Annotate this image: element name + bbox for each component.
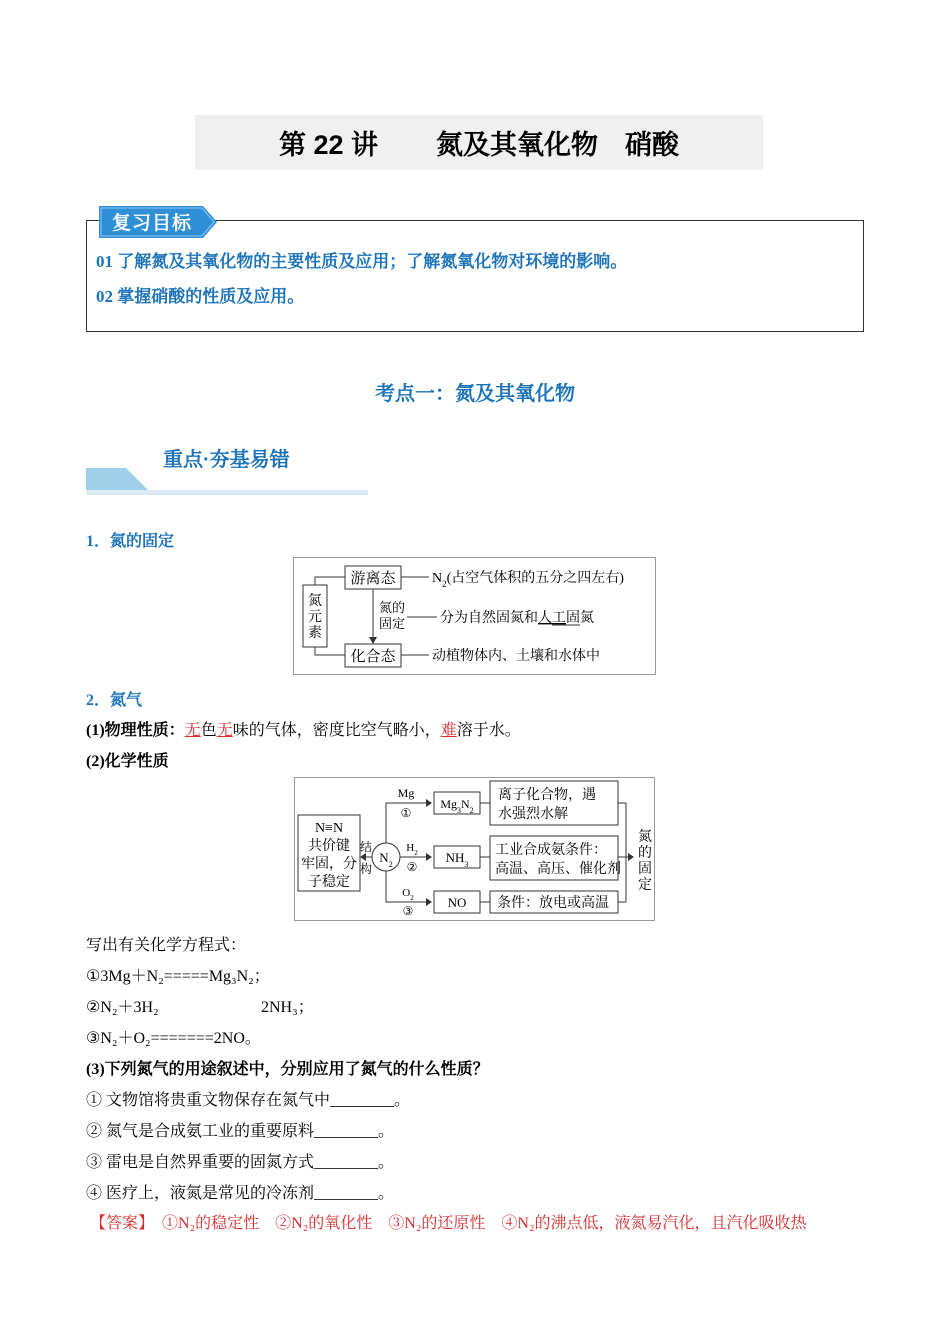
structure-line-4: 子稳定 (308, 875, 350, 890)
page-title (195, 115, 763, 170)
answer-line: 【答案】 ①N₂的稳定性 ②N₂的氧化性 ③N₂的还原性 ④N₂的沸点低，液氮易汽化，且汽化吸收热 (90, 1215, 807, 1232)
combined-state-label: 化合态 (350, 649, 396, 665)
equation-intro: 写出有关化学方程式： (86, 937, 247, 954)
section-title: 考点一：氮及其氧化物 (375, 383, 575, 405)
goal-item-2: 02 掌握硝酸的性质及应用。 (96, 287, 305, 306)
equation-2-left: ②N₂＋3H₂ (86, 999, 159, 1016)
equation-2-right: 2NH₃； (261, 999, 314, 1016)
chemical-properties-label: (2)化学性质 (86, 753, 169, 770)
reagent-mg: Mg (397, 786, 415, 800)
heading-nitrogen-fixation: 1．氮的固定 (86, 533, 175, 550)
title-topic: 氮及其氧化物 硝酸 (436, 130, 680, 160)
structure-line-3: 牢固，分 (301, 857, 357, 872)
free-state-desc: $N_2$(占空气体积的五分之四左右) (432, 571, 624, 589)
nh3-desc-2: 高温、高压、催化剂 (495, 862, 621, 877)
no-desc: 条件：放电或高温 (497, 896, 609, 911)
subtitle: 重点·夯基易错 (163, 449, 290, 471)
reagent-o2: $O_2$ (402, 887, 414, 902)
structure-line-1: N≡N (314, 821, 344, 836)
element-label-3: 素 (308, 626, 322, 641)
answer-fill-colorless: 无 (184, 722, 201, 739)
fixation-right-1: 氮 (638, 830, 652, 845)
heading-nitrogen-gas: 2．氮气 (86, 692, 143, 709)
center-n2: $N_2$ (379, 850, 393, 869)
nh3-desc-1: 工业合成氨条件： (495, 843, 607, 858)
product-mg3n2: $Mg_3N_2$ (440, 797, 474, 815)
physical-properties-label: (1)物理性质： (86, 722, 185, 739)
element-label-1: 氮 (308, 594, 322, 609)
reaction-num-2: ② (406, 860, 418, 874)
reaction-num-3: ③ (402, 904, 414, 918)
product-nh3: $NH_3$ (445, 850, 469, 869)
equation-1: ①3Mg＋N₂=====Mg₃N₂； (86, 968, 270, 985)
question-3-item-4: ④ 医疗上，液氮是常见的冷冻剂________。 (86, 1185, 395, 1202)
physical-text-3: 溶于水。 (456, 722, 521, 739)
mg3n2-desc-2: 水强烈水解 (498, 807, 568, 822)
answer-fill-odorless: 无 (216, 722, 233, 739)
goal-item-1: 01 了解氮及其氧化物的主要性质及应用；了解氮氧化物对环境的影响。 (96, 252, 628, 271)
structure-label-2: 构 (360, 862, 373, 876)
product-no: NO (447, 895, 467, 910)
fixation-label-2: 固定 (379, 616, 406, 631)
combined-state-desc: 动植物体内、土壤和水体中 (432, 649, 600, 664)
fixation-desc: 分为自然固氮和人工固氮 (440, 611, 594, 626)
question-3-item-2: ② 氮气是合成氨工业的重要原料________。 (86, 1123, 395, 1140)
nitrogen-fixation-diagram (293, 557, 656, 675)
physical-text-2: 味的气体，密度比空气略小， (232, 722, 441, 739)
free-state-label: 游离态 (350, 571, 396, 587)
equation-3: ③N₂＋O₂=======2NO。 (86, 1030, 261, 1047)
reagent-h2: $H_2$ (406, 842, 418, 857)
structure-label-1: 结 (360, 840, 373, 854)
title-lecture-number: 第 22 讲 (278, 130, 379, 160)
fixation-label-1: 氮的 (379, 600, 406, 615)
fixation-right-2: 的 (638, 846, 652, 861)
nitrogen-chemistry-diagram (294, 777, 655, 921)
question-3-label: (3)下列氮气的用途叙述中，分别应用了氮气的什么性质？ (86, 1061, 489, 1078)
reaction-num-1: ① (400, 806, 412, 820)
structure-line-2: 共价键 (308, 839, 350, 854)
physical-properties (86, 717, 521, 740)
fixation-right-4: 定 (638, 878, 652, 893)
element-label-2: 元 (308, 610, 322, 625)
goals-tag-label: 复习目标 (112, 213, 193, 234)
question-3-item-1: ① 文物馆将贵重文物保存在氮气中________。 (86, 1092, 411, 1109)
mg3n2-desc-1: 离子化合物，遇 (498, 788, 596, 803)
fixation-right-3: 固 (638, 862, 652, 877)
physical-text-1: 色 (200, 722, 217, 739)
answer-fill-insoluble: 难 (440, 722, 457, 739)
question-3-item-3: ③ 雷电是自然界重要的固氮方式________。 (86, 1154, 395, 1171)
